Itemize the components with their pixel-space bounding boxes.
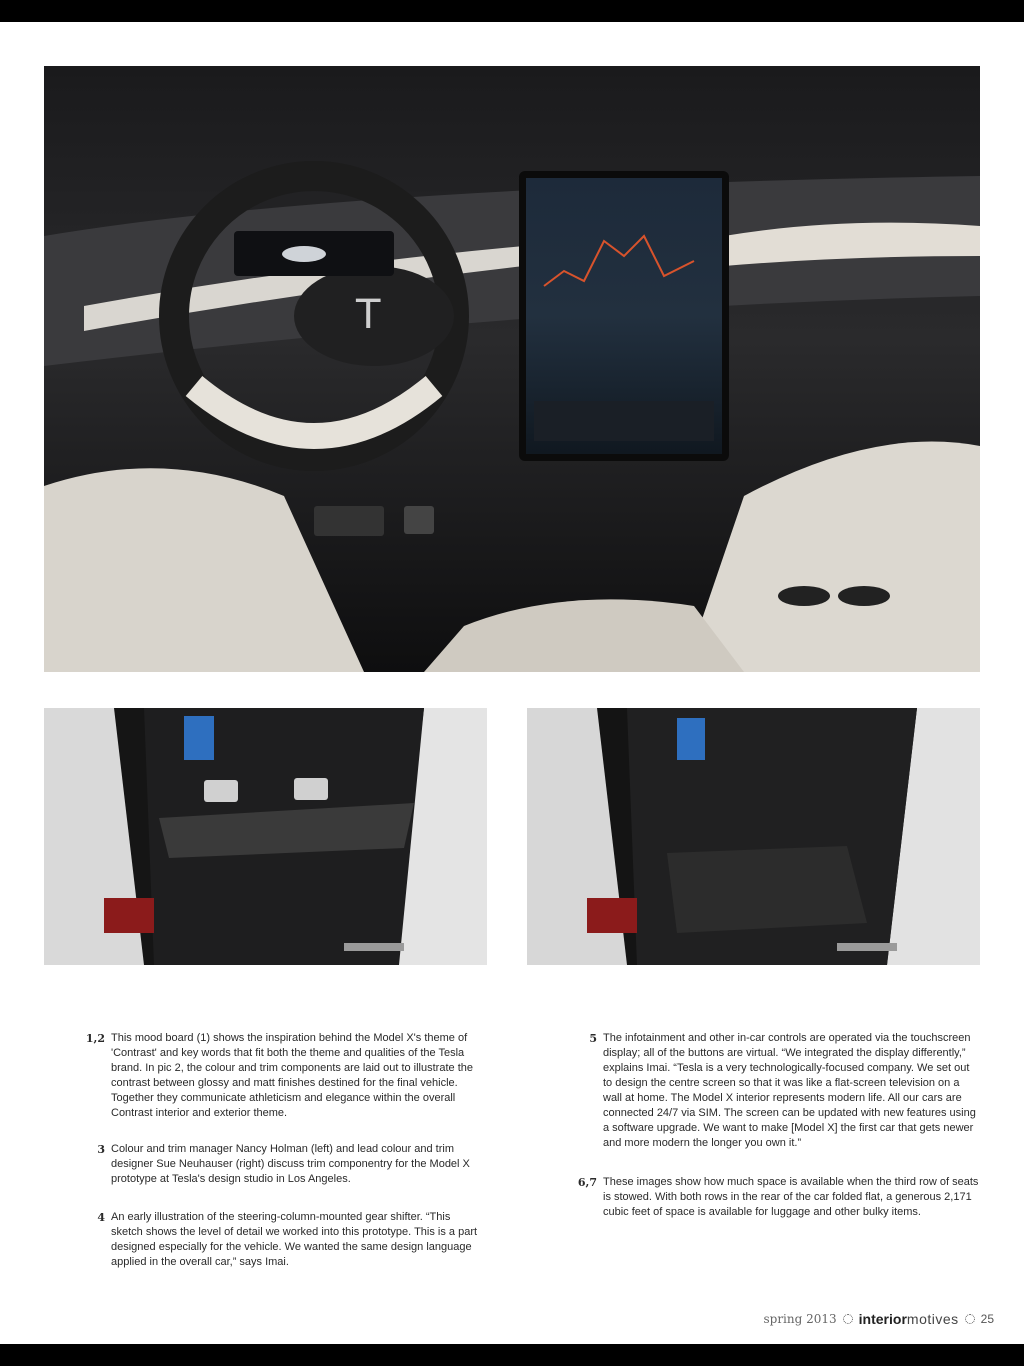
caption-6-7	[577, 1175, 981, 1220]
trunk-photo-cover	[44, 708, 487, 965]
caption-3	[97, 1142, 481, 1187]
caption-number: 3	[97, 1143, 105, 1156]
page-number: 25	[980, 1312, 994, 1326]
car-interior-dashboard-photo-icon	[44, 66, 980, 672]
trunk-photo-folded	[527, 708, 980, 965]
caption-text: This mood board (1) shows the inspiration behind the Model X's theme of 'Contrast' and key words that fit both the theme and qualities of the Tesla brand. In pic 2, the colour and trim components are laid out to illustrate the contrast between glossy and matt finishes destined for the final vehicle. Together they communicate athleticism and elegance within the overall Contrast interior and exterior theme.	[111, 1032, 473, 1119]
magazine-brand	[859, 1311, 959, 1327]
caption-number: 6,7	[577, 1176, 597, 1189]
open-trunk-folded-seats-photo-icon	[527, 708, 980, 965]
caption-4	[97, 1210, 481, 1270]
caption-text: These images show how much space is available when the third row of seats is stowed. With both rows in the rear of the car folded flat, a generous 2,171 cubic feet of space is available for luggage and other bulky items.	[603, 1176, 979, 1218]
caption-number: 1,2	[85, 1032, 105, 1045]
caption-5	[589, 1031, 981, 1151]
caption-text: An early illustration of the steering-column-mounted gear shifter. “This sketch shows the level of detail we worked into this prototype. This is a part designed especially for the vehicle. We wanted the same design language applied in the overall car,” says Imai.	[111, 1211, 478, 1268]
top-black-bar	[0, 0, 1024, 22]
caption-1-2	[85, 1031, 481, 1121]
caption-text: The infotainment and other in-car controls are operated via the touchscreen display; all of the buttons are virtual. “We integrated the display differently,” explains Imai. “Tesla is a very technologically-focused company. We set out to design the centre screen so that it was like a flat-screen television on a wall at home. The Model X interior represents modern life. All our cars are connected 24/7 via SIM. The screen can be updated with new features using a software upgrade. We want to make [Model X] the first car that gets newer and more modern the longer you own it.”	[603, 1032, 976, 1149]
caption-number: 5	[589, 1032, 597, 1045]
svg-text:T: T	[356, 292, 381, 338]
dashboard-photo	[44, 66, 980, 672]
dot-separator-icon	[843, 1314, 853, 1324]
brand-light: motives	[906, 1311, 959, 1327]
brand-bold: interior	[858, 1311, 907, 1327]
page-footer	[763, 1310, 994, 1328]
open-trunk-cover-photo-icon	[44, 708, 487, 965]
dot-separator-icon	[965, 1314, 975, 1324]
issue-season: spring 2013	[763, 1312, 837, 1326]
caption-number: 4	[97, 1211, 105, 1224]
bottom-black-bar	[0, 1344, 1024, 1366]
caption-text: Colour and trim manager Nancy Holman (left) and lead colour and trim designer Sue Neuhauser (right) discuss trim componentry for the Model X prototype at Tesla's design studio in Los Angeles.	[111, 1143, 470, 1185]
